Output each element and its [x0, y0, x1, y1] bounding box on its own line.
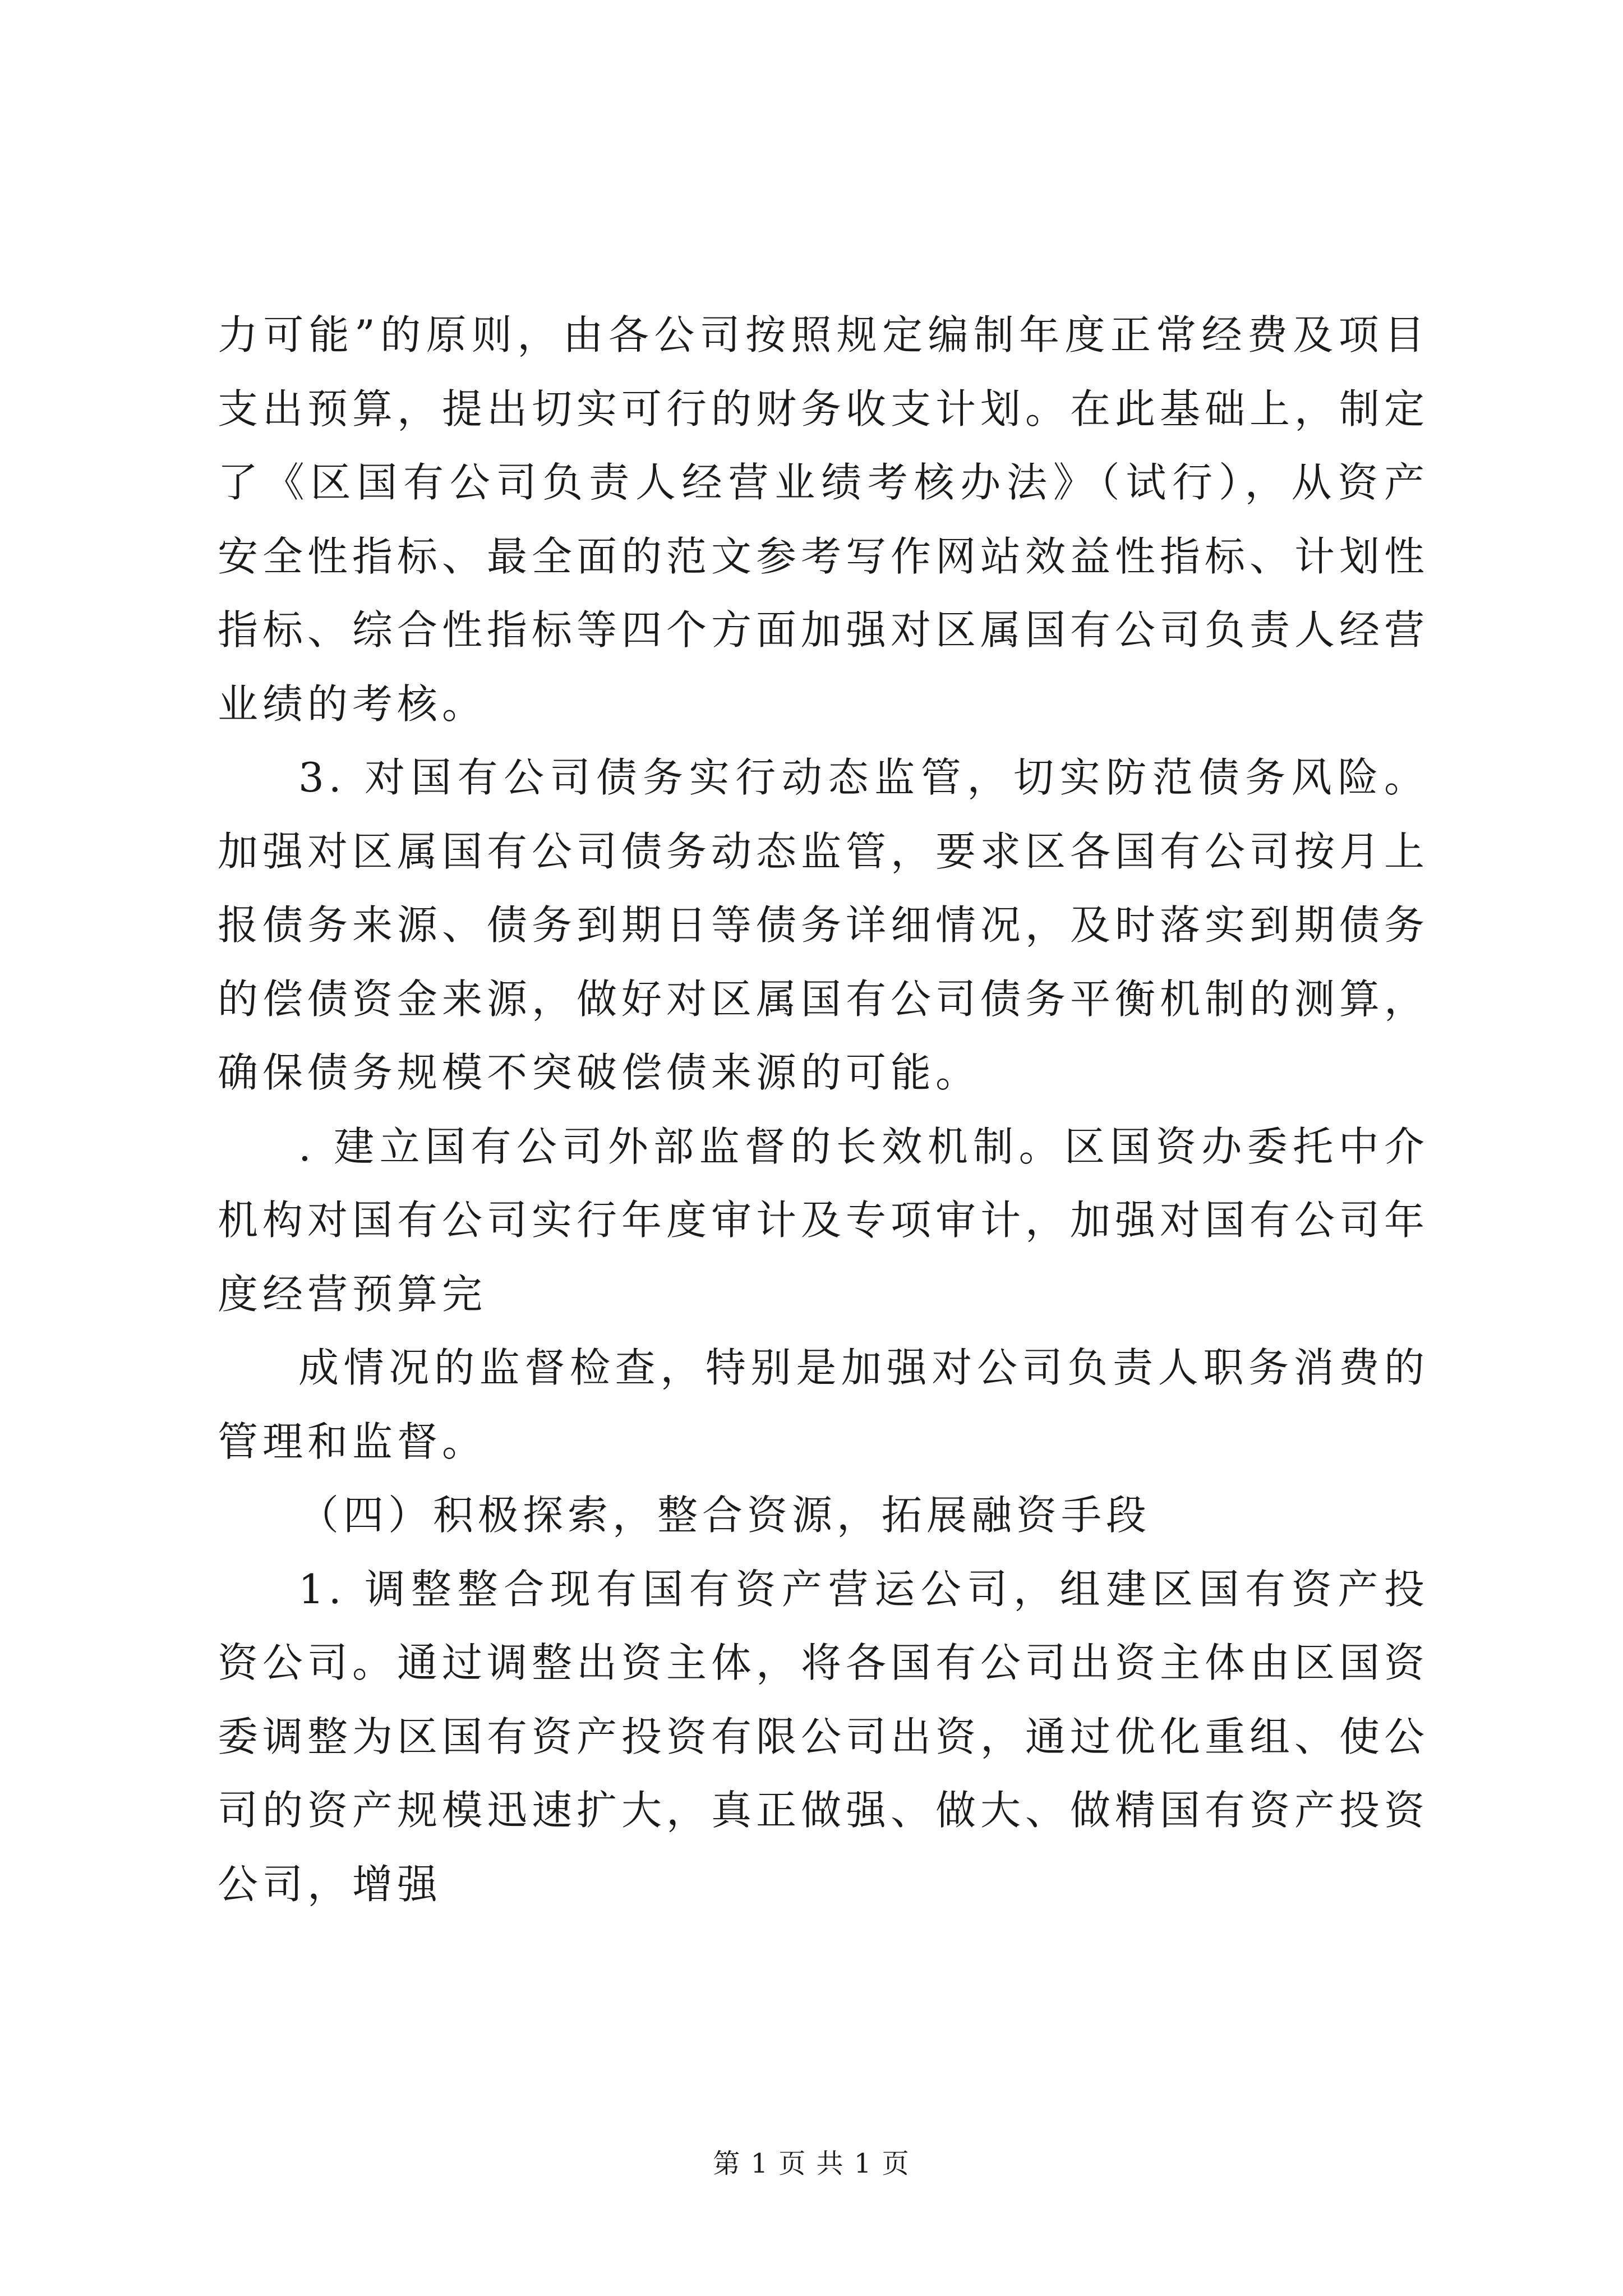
page-number-footer: 第 1 页 共 1 页 [713, 2148, 910, 2179]
paragraph-asset-company: 1. 调整整合现有国有资产营运公司，组建区国有资产投资公司。通过调整出资主体，将各国有公司出资主体由区国资委调整为区国有资产投资有限公司出资，通过优化重组、使公司的资产规模迅速扩大，真正做强、做大、做精国有资产投资公司，增强 [218, 1565, 1430, 1908]
paragraph-supervision-continued: 成情况的监督检查，特别是加强对公司负责人职务消费的管理和监督。 [218, 1344, 1429, 1465]
section-heading-four: （四）积极探索，整合资源，拓展融资手段 [298, 1492, 1151, 1539]
paragraph-debt-supervision: 3. 对国有公司债务实行动态监管，切实防范债务风险。加强对区属国有公司债务动态监管，要求区各国有公司按月上报债务来源、债务到期日等债务详细情况，及时落实到期债务的偿债资金来源，做好对区属国有公司债务平衡机制的测算，确保债务规模不突破偿债来源的可能。 [218, 754, 1430, 1096]
paragraph-budget: 力可能”的原则，由各公司按照规定编制年度正常经费及项目支出预算，提出切实可行的财务收支计划。在此基础上，制定了《区国有公司负责人经营业绩考核办法》（试行），从资产安全性指标、最全面的范文参考写作网站效益性指标、计划性指标、综合性指标等四个方面加强对区属国有公司负责人经营业绩的考核。 [218, 311, 1430, 728]
paragraph-external-supervision: . 建立国有公司外部监督的长效机制。区国资办委托中介机构对国有公司实行年度审计及专项审计，加强对国有公司年度经营预算完 [218, 1122, 1430, 1318]
document-body [218, 298, 1429, 1921]
